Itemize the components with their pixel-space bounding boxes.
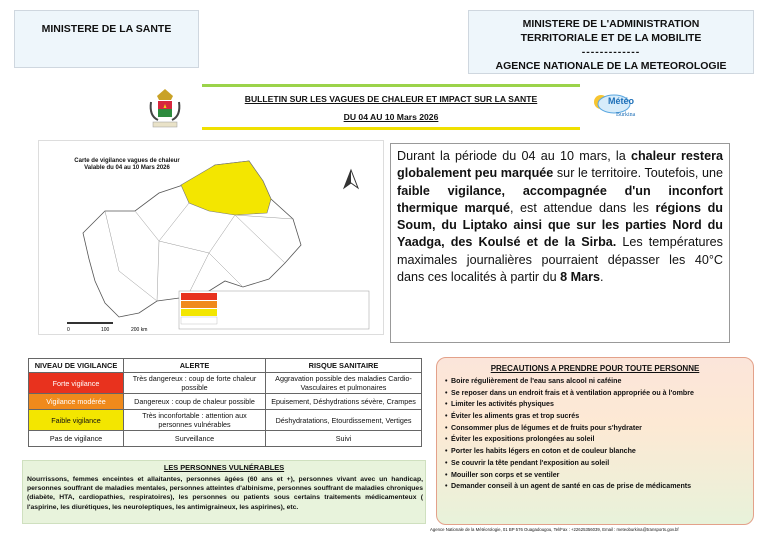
header-niveau: NIVEAU DE VIGILANCE	[29, 359, 124, 373]
alerte-cell: Dangereux : coup de chaleur possible	[124, 394, 266, 410]
list-item: • Se couvrir la tête pendant l'exposition au soleil	[445, 459, 745, 468]
header-alerte: ALERTE	[124, 359, 266, 373]
list-item: • Limiter les activités physiques	[445, 400, 745, 409]
precautions-title: PRECAUTIONS A PRENDRE POUR TOUTE PERSONNE	[490, 364, 700, 373]
legend-swatch-forte	[181, 293, 217, 300]
precautions-box	[436, 357, 754, 525]
meteo-burkina-logo	[588, 88, 638, 124]
forecast-part1: Durant la période du 04 au 10 mars, la	[397, 149, 631, 163]
table-row	[29, 394, 422, 410]
vulnerable-persons-box	[22, 460, 426, 524]
forecast-part1b: chaleur restera globalement peu marquée	[397, 149, 723, 181]
legend-swatch-moderee	[181, 301, 217, 308]
vulnerable-text: Nourrissons, femmes enceintes et allaitantes, personnes âgées (60 ans et +), personnes vivant avec un handicap, personnes souffrant de maladies mentales, personnes atteintes d'albinisme, personnes souffrant de maladies chroniques (diabète, HTA, cardiopathies, respiratoires), les personnes ou patients sous certains traitements médicamenteux ( l'aspirine, les diurétiques, les neuroleptiques, les antimigraineux, les aspirines), etc.	[27, 476, 423, 511]
list-item: • Demander conseil à un agent de santé en cas de prise de médicaments	[445, 482, 745, 491]
ministry-admin-line1: MINISTERE DE L'ADMINISTRATION	[522, 18, 700, 30]
forecast-part2: sur le territoire. Toutefois, une	[553, 166, 723, 181]
bulletin-period: DU 04 AU 10 Mars 2026	[343, 112, 439, 122]
table-row	[29, 410, 422, 431]
legend-swatch-pas	[181, 317, 217, 324]
map-title-line1: Carte de vigilance vagues de chaleur	[74, 158, 180, 164]
map-title	[72, 158, 182, 172]
forecast-part5: .	[600, 270, 604, 285]
scale-label-0: 0	[67, 327, 70, 333]
vulnerable-title: LES PERSONNES VULNÉRABLES	[163, 463, 285, 472]
list-item: • Porter les habits légers en coton et de couleur blanche	[445, 447, 745, 456]
table-row	[29, 373, 422, 394]
alerte-cell: Surveillance	[124, 431, 266, 447]
forecast-part3b: régions du Soum, du Liptako ainsi que sur les parties Nord du Yaadga, des Koulsé et de la Sirba.	[397, 200, 723, 250]
list-item: • Mouiller son corps et se ventiler	[445, 471, 745, 480]
coat-of-arms-icon	[145, 86, 185, 130]
header-risque: RISQUE SANITAIRE	[266, 359, 422, 373]
level-cell: Forte vigilance	[29, 373, 124, 394]
level-cell: Faible vigilance	[29, 410, 124, 431]
north-arrow-icon	[342, 168, 360, 192]
forecast-part4: Les températures maximales journalières pourraient dépasser les 40°C dans ces localités à partir du	[397, 235, 723, 285]
ministry-health-header	[14, 10, 199, 68]
map-title-line2: Valable du 04 au 10 Mars 2026	[84, 165, 170, 171]
risque-cell: Aggravation possible des maladies Cardio-Vasculaires et pulmonaires	[266, 373, 422, 394]
ministry-admin-dash: -------------	[581, 46, 641, 58]
forecast-part2b: faible vigilance, accompagnée d'un inconfort thermique marqué	[397, 183, 723, 215]
bulletin-title-band	[202, 84, 580, 130]
green-bar	[202, 84, 580, 87]
list-item: • Éviter les expositions prolongées au soleil	[445, 435, 745, 444]
scale-label-200: 200 km	[131, 327, 148, 333]
scale-bar	[67, 322, 113, 324]
logo-sub: Burkina	[616, 112, 636, 118]
list-item: • Éviter les aliments gras et trop sucrés	[445, 412, 745, 421]
scale-label-100: 100	[101, 327, 110, 333]
vigilance-table	[28, 358, 422, 447]
level-cell: Pas de vigilance	[29, 431, 124, 447]
level-cell: Vigilance modérée	[29, 394, 124, 410]
ministry-health-label: MINISTERE DE LA SANTE	[41, 23, 172, 35]
risque-cell: Déshydratations, Etourdissement, Vertiges	[266, 410, 422, 431]
alerte-cell: Très dangereux : coup de forte chaleur possible	[124, 373, 266, 394]
forecast-text	[390, 143, 730, 343]
alerte-cell: Très inconfortable : attention aux personnes vulnérables	[124, 410, 266, 431]
legend-swatch-faible	[181, 309, 217, 316]
table-header-row	[29, 359, 422, 373]
bulletin-title: BULLETIN SUR LES VAGUES DE CHALEUR ET IMPACT SUR LA SANTE	[244, 94, 538, 104]
footer-contact: Agence Nationale de la Météorologie, 01 BP 576 Ouagadougou, Tel/Fax : +22625356039, Email : meteoburkina@transports.gov.bf	[430, 527, 679, 532]
precautions-list	[445, 377, 745, 494]
risque-cell: Epuisement, Déshydrations sévère, Crampes	[266, 394, 422, 410]
forecast-part4b: 8 Mars	[560, 270, 601, 285]
meteo-agency-label: AGENCE NATIONALE DE LA METEOROLOGIE	[495, 60, 727, 72]
cloud-sun-icon	[588, 88, 638, 124]
list-item: • Consommer plus de légumes et de fruits pour s'hydrater	[445, 424, 745, 433]
logo-name: Météo	[608, 96, 635, 106]
list-item: • Se reposer dans un endroit frais et à ventilation appropriée ou à l'ombre	[445, 389, 745, 398]
ministry-admin-line2: TERRITORIALE ET DE LA MOBILITE	[520, 32, 702, 44]
table-row	[29, 431, 422, 447]
ministry-administration-header	[468, 10, 754, 74]
forecast-part3: , est attendue dans les	[509, 200, 656, 215]
risque-cell: Suivi	[266, 431, 422, 447]
list-item: • Boire régulièrement de l'eau sans alcool ni caféine	[445, 377, 745, 386]
yellow-bar	[202, 127, 580, 130]
